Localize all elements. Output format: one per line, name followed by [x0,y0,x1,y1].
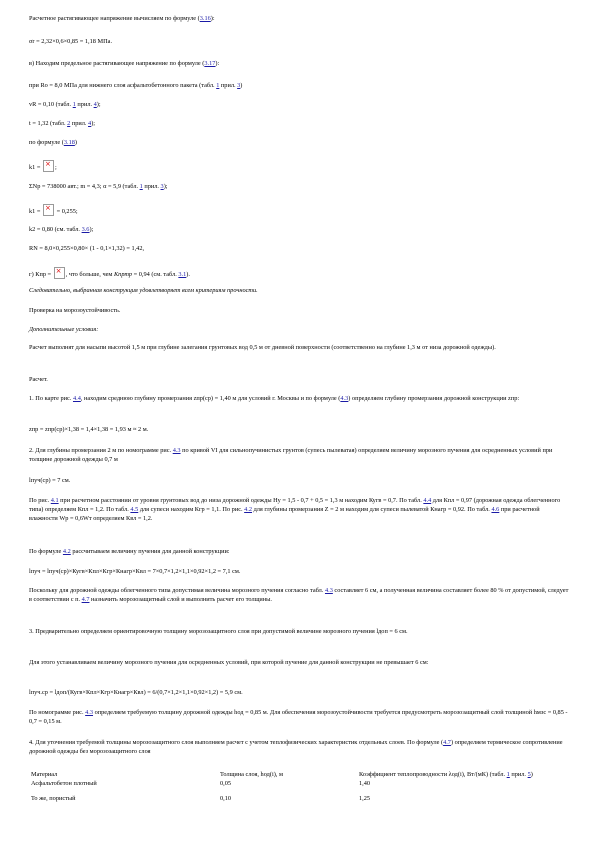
text-line: lпуч.ср = lдоп/(Кугв×Кпл×Кгр×Кнагр×Квл) = 6/(0,7×1,2×1,1×0,92×1,2) = 5,9 см. [29,689,243,696]
table-header-row [29,770,569,779]
paragraph: 1. По карте рис. 4.4, находим среднюю глубину промерзания zпр(ср) = 1,40 м для условий г. Москвы и по формуле (4.3) определяем глубину промерзания дорожной конструкции zпр: [29,395,520,402]
table-cell: 0,10 [220,795,232,802]
table-link[interactable]: 1 [506,771,510,778]
paragraph: По номограмме рис. 4.3 определяем требуемую толщину дорожной одежды hод = 0,85 м. Для обеспечения морозоустойчивости требуется предусмотреть морозозащитный слой толщиной hмзс = 0,85 - 0,7 = 0,15 м. [29,709,568,725]
appendix-link[interactable]: 3 [160,183,164,190]
text-line: Дополнительные условия: [29,326,99,333]
figure-link[interactable]: 4.4 [72,395,81,402]
text-line: г) Кпр = ×, что больше, чем Кпртр = 0,94 (см. табл. 3.1). [29,267,569,279]
formula-link[interactable]: 3.18 [63,139,75,146]
table-cell: То же, пористый [31,795,76,802]
materials-table [29,770,569,803]
table-row [29,779,569,788]
section-heading: Расчет. [29,376,48,383]
paragraph: Поскольку для дорожной одежды облегченного типа допустимая величина морозного пучения согласно табл. 4.3 составляет 6 см, а полученная величина составляет более 80 % от допустимой, следует в соответствии с п. 4.7 назначить морозозащитный слой и выполнить расчет его толщины. [29,587,569,603]
table-cell: Асфальтобетон плотный [31,780,97,787]
table-row [29,788,569,803]
broken-image-icon [54,267,65,279]
table-link[interactable]: 4.4 [423,497,432,504]
appendix-link[interactable]: 5 [527,771,531,778]
table-cell: 1,25 [359,795,371,802]
appendix-link[interactable]: 4 [93,101,97,108]
table-link[interactable]: 2 [67,120,71,127]
paragraph: 4. Для уточнения требуемой толщины морозозащитного слоя выполняем расчет с учетом теплофизических характеристик отдельных слоев. По формуле (4.7) определяем термическое сопротивление дорожной одежды без морозозащитного слоя [29,739,563,755]
paragraph: Расчет выполнят для насыпи высотой 1,5 м при глубине залегания грунтовых вод 0,5 м от дневной поверхности (соответственно на глубине 1,3 м от низа дорожной одежды). [29,344,496,351]
text-line: в) Находим предельное растягивающее напряжение по формуле (3.17): [29,60,220,67]
broken-image-icon [43,204,54,216]
appendix-link[interactable]: 3 [237,82,241,89]
appendix-link[interactable]: 4 [88,120,92,127]
text-line: lпуч(ср) = 7 см. [29,477,71,484]
paragraph: 2. Для глубины промерзания 2 м по номограмме рис. 4.3 по кривой VI для сильнопучинистых грунтов (супесь пылеватая) определяем величину морозного пучения для осредненных условий при толщине дорожной одежды 0,7 м [29,447,553,463]
table-link[interactable]: 1 [72,101,76,108]
paragraph: Для этого устанавливаем величину морозного пучения для осредненных условий, при которой пучение для данной конструкции не превышает 6 см: [29,659,429,666]
text-line: при Ro = 8,0 МПа для нижнего слоя асфальтобетонного пакета (табл. 1 прил. 3) [29,82,243,89]
table-link[interactable]: 1 [139,183,143,190]
text-line: по формуле (3.18) [29,139,77,146]
broken-image-icon [43,160,54,172]
table-link[interactable]: 1 [216,82,220,89]
clause-link[interactable]: 4.7 [81,596,90,603]
text-line: По формуле 4.2 рассчитываем величину пучения для данной конструкции: [29,548,230,555]
text-line: vR = 0,10 (табл. 1 прил. 4); [29,101,101,108]
table-cell: 0,05 [220,780,232,787]
figure-link[interactable]: 4.3 [85,709,94,716]
paragraph: 3. Предварительно определяем ориентировочную толщину морозозащитного слоя при допустимой величине морозного пучения lдоп = 6 см. [29,628,408,635]
formula-link[interactable]: 4.3 [340,395,349,402]
figure-link[interactable]: 4.3 [172,447,181,454]
text-line: σr = 2,32×0,6×0,85 = 1,18 МПа. [29,38,113,45]
text-line: RN = 8,0×0,255×0,80× (1 - 0,1×1,32) = 1,42, [29,245,145,252]
table-link[interactable]: 4.6 [491,506,500,513]
formula-link[interactable]: 3.16 [199,15,211,22]
section-heading: Проверка на морозоустойчивость. [29,307,121,314]
text-line: zпр = zпр(ср)×1,38 = 1,4×1,38 = 1,93 м ≈ 2 м. [29,426,149,433]
text-line: Следовательно, выбранная конструкция удовлетворяет всем критериям прочности. [29,287,258,294]
table-link[interactable]: 3.6 [81,226,90,233]
figure-link[interactable]: 4.1 [50,497,59,504]
table-link[interactable]: 3.1 [178,271,187,278]
text-line: lпуч = lпуч(ср)×Кугв×Кпл×Кгр×Кнагр×Квл = 7×0,7×1,2×1,1×0,92×1,2 = 7,1 см. [29,568,241,575]
table-header-cell: Материал [31,771,58,778]
paragraph: По рис. 4.1 при расчетном расстоянии от уровня грунтовых вод до низа дорожной одежды Hу = 1,5 - 0,7 + 0,5 = 1,3 м находим Кугв = 0,7. По табл. 4.4 для Кпл = 0,97 (дорожная одежда облегченного типа) определяем Кпл = 1,2. По табл. 4.5 для супеси находим Кгр = 1,1. По рис. 4.2 для глубины промерзания Z = 2 м находим для супеси пылеватой Кнагр = 0,92. По табл. 4.6 при расчетной влажности Wр = 0,6Wт определяем Квл = 1,2. [29,497,561,522]
formula-link[interactable]: 3.17 [204,60,216,67]
text-line: Расчетное растягивающее напряжение вычисляем по формуле (3.16): [29,15,215,22]
table-header-cell: Толщина слоя, hод(i), м [220,771,283,778]
text-line: k2 = 0,80 (см. табл. 3.6); [29,226,94,233]
figure-link[interactable]: 4.2 [244,506,253,513]
table-cell: 1,40 [359,780,371,787]
text-line: ΣNр = 738000 авт.; m = 4,3; α = 5,9 (табл. 1 прил. 3); [29,183,168,190]
table-link[interactable]: 4.3 [324,587,333,594]
text-line: k1 = ×; [29,160,569,172]
table-link[interactable]: 4.5 [130,506,139,513]
table-header-cell: Коэффициент теплопроводности λод(i), Вт/(мК) (табл. 1 прил. 5) [359,771,533,778]
formula-link[interactable]: 4.7 [443,739,451,746]
text-line: k1 = × = 0,255; [29,204,569,216]
formula-link[interactable]: 4.2 [62,548,71,555]
text-line: t = 1,32 (табл. 2 прил. 4); [29,120,96,127]
